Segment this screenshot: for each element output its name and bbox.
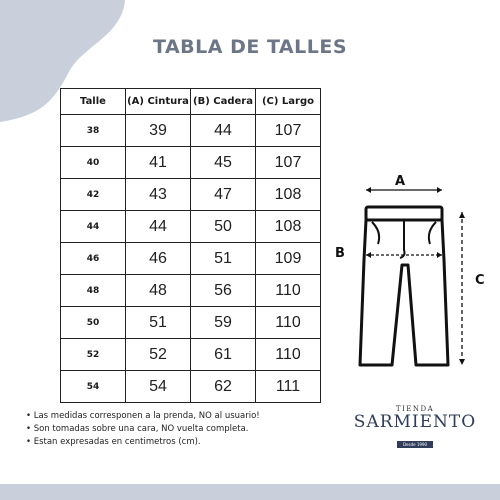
list-item: • Las medidas corresponen a la prenda, NO al usuario! (26, 410, 260, 423)
cell-largo: 111 (256, 371, 321, 403)
brand-tagline: Desde 1990 (397, 441, 433, 448)
cell-cintura: 41 (126, 147, 191, 179)
cell-talle: 48 (61, 275, 126, 307)
table-row (61, 307, 321, 339)
list-item: • Son tomadas sobre una cara, NO vuelta completa. (26, 423, 260, 436)
cell-largo: 110 (256, 275, 321, 307)
cell-cadera: 56 (191, 275, 256, 307)
cell-cadera: 45 (191, 147, 256, 179)
cell-talle: 50 (61, 307, 126, 339)
cell-talle: 54 (61, 371, 126, 403)
table-row (61, 243, 321, 275)
bottom-band-decoration (0, 484, 500, 500)
cell-cadera: 44 (191, 115, 256, 147)
cell-largo: 107 (256, 115, 321, 147)
header-largo: (C) Largo (256, 89, 321, 115)
brand-logo (350, 405, 480, 450)
table-row (61, 115, 321, 147)
cell-cadera: 61 (191, 339, 256, 371)
pants-outline-icon (330, 170, 490, 380)
cell-talle: 52 (61, 339, 126, 371)
cell-cadera: 47 (191, 179, 256, 211)
label-b: B (335, 246, 345, 261)
cell-talle: 38 (61, 115, 126, 147)
table-header-row (61, 89, 321, 115)
cell-cintura: 54 (126, 371, 191, 403)
cell-cintura: 51 (126, 307, 191, 339)
list-item: • Estan expresadas en centimetros (cm). (26, 436, 260, 449)
header-cadera: (B) Cadera (191, 89, 256, 115)
page-title: TABLA DE TALLES (152, 36, 348, 58)
table-row (61, 339, 321, 371)
cell-cintura: 52 (126, 339, 191, 371)
cell-talle: 40 (61, 147, 126, 179)
size-table (60, 88, 321, 403)
cell-cintura: 43 (126, 179, 191, 211)
table-row (61, 147, 321, 179)
label-c: C (475, 273, 485, 288)
cell-cintura: 44 (126, 211, 191, 243)
cell-cadera: 50 (191, 211, 256, 243)
cell-cadera: 59 (191, 307, 256, 339)
cell-largo: 107 (256, 147, 321, 179)
brand-name: SARMIENTO (353, 412, 477, 432)
cell-cadera: 51 (191, 243, 256, 275)
table-row (61, 275, 321, 307)
cell-talle: 44 (61, 211, 126, 243)
cell-cadera: 62 (191, 371, 256, 403)
table-row (61, 179, 321, 211)
cell-cintura: 39 (126, 115, 191, 147)
cell-largo: 109 (256, 243, 321, 275)
table-row (61, 211, 321, 243)
cell-largo: 110 (256, 307, 321, 339)
cell-largo: 108 (256, 179, 321, 211)
label-a: A (395, 174, 406, 189)
cell-talle: 42 (61, 179, 126, 211)
notes-list (26, 410, 260, 449)
cell-cintura: 46 (126, 243, 191, 275)
cell-largo: 110 (256, 339, 321, 371)
header-talle: Talle (61, 89, 126, 115)
pants-diagram (330, 170, 490, 380)
table-row (61, 371, 321, 403)
cell-largo: 108 (256, 211, 321, 243)
cell-talle: 46 (61, 243, 126, 275)
brand-top-text: TIENDA (395, 405, 435, 413)
header-cintura: (A) Cintura (126, 89, 191, 115)
cell-cintura: 48 (126, 275, 191, 307)
